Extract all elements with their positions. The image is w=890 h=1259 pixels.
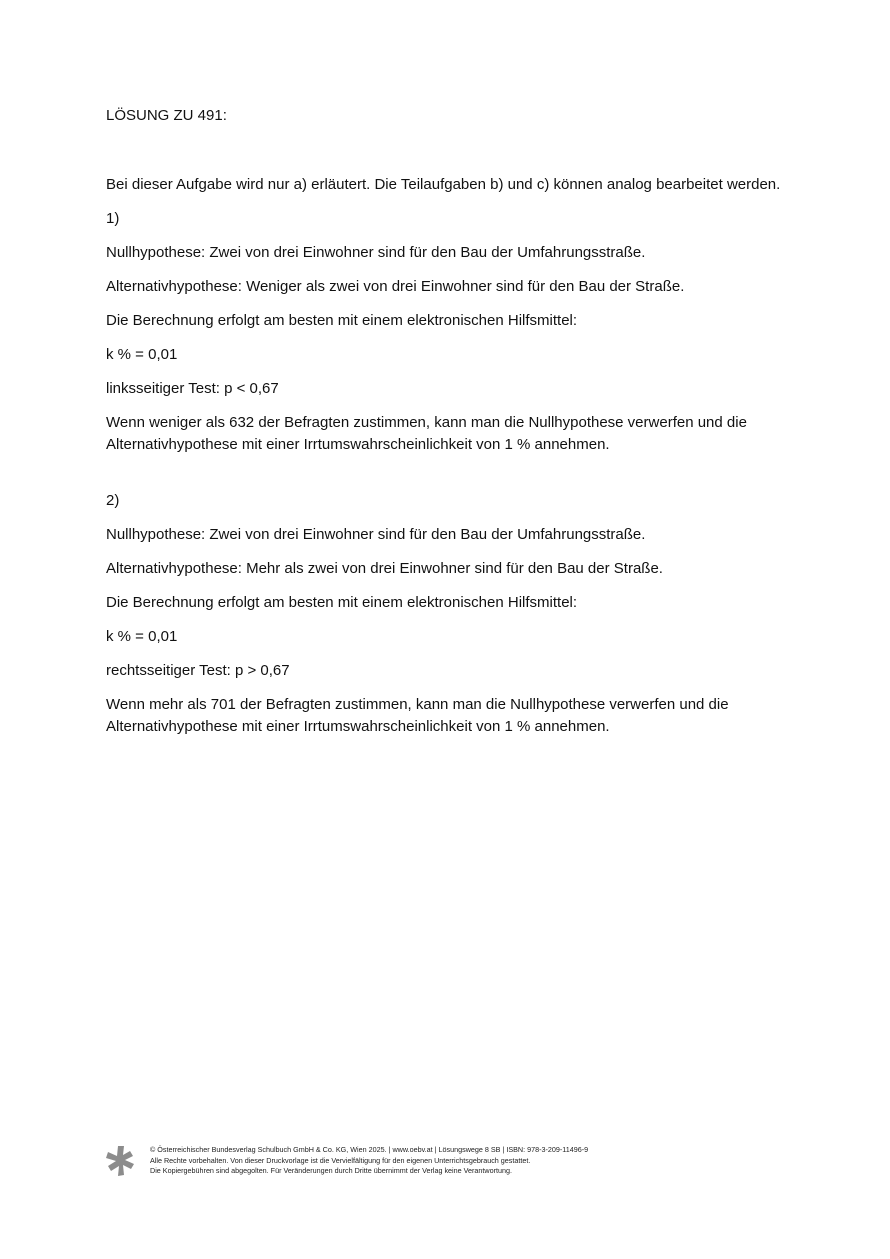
- alternative-hypothesis: Alternativhypothese: Mehr als zwei von drei Einwohner sind für den Bau der Straße.: [106, 560, 663, 577]
- intro-text: Bei dieser Aufgabe wird nur a) erläutert. Die Teilaufgaben b) und c) können analog bearbeitet werden.: [106, 176, 781, 193]
- section-1: [106, 208, 786, 456]
- test-type: linksseitiger Test: p < 0,67: [106, 380, 279, 397]
- k-value: k % = 0,01: [106, 628, 178, 645]
- alternative-hypothesis: Alternativhypothese: Weniger als zwei von drei Einwohner sind für den Bau der Straße.: [106, 278, 685, 295]
- rights-line: Alle Rechte vorbehalten. Von dieser Druckvorlage ist die Vervielfältigung für den eigenen Unterrichtsgebrauch gestattet.: [150, 1155, 531, 1165]
- conclusion: Wenn mehr als 701 der Befragten zustimmen, kann man die Nullhypothese verwerfen und die Alternativhypothese mit einer Irrtumswahrscheinlichkeit von 1 % annehmen.: [106, 696, 729, 735]
- null-hypothesis: Nullhypothese: Zwei von drei Einwohner sind für den Bau der Umfahrungsstraße.: [106, 244, 646, 261]
- calculation-note: Die Berechnung erfolgt am besten mit einem elektronischen Hilfsmittel:: [106, 312, 578, 329]
- page-title: LÖSUNG ZU 491:: [106, 107, 227, 124]
- conclusion: Wenn weniger als 632 der Befragten zustimmen, kann man die Nullhypothese verwerfen und die Alternativhypothese mit einer Irrtumswahrscheinlichkeit von 1 % annehmen.: [106, 414, 747, 453]
- null-hypothesis: Nullhypothese: Zwei von drei Einwohner sind für den Bau der Umfahrungsstraße.: [106, 526, 646, 543]
- copyright-notice: [150, 1145, 588, 1177]
- section-label: 2): [106, 492, 120, 509]
- test-type: rechtsseitiger Test: p > 0,67: [106, 662, 290, 679]
- document-content: [106, 105, 786, 750]
- oebv-logo-icon: [104, 1145, 136, 1177]
- calculation-note: Die Berechnung erfolgt am besten mit einem elektronischen Hilfsmittel:: [106, 594, 578, 611]
- page-footer: [104, 1143, 804, 1183]
- section-label: 1): [106, 210, 120, 227]
- disclaimer-line: Die Kopiergebühren sind abgegolten. Für Veränderungen durch Dritte übernimmt der Verlag keine Verantwortung.: [150, 1166, 512, 1175]
- section-2: [106, 490, 786, 738]
- copyright-line: © Österreichischer Bundesverlag Schulbuch GmbH & Co. KG, Wien 2025. | www.oebv.at | Lösungswege 8 SB | ISBN: 978-3-209-11496-9: [150, 1145, 589, 1154]
- k-value: k % = 0,01: [106, 346, 178, 363]
